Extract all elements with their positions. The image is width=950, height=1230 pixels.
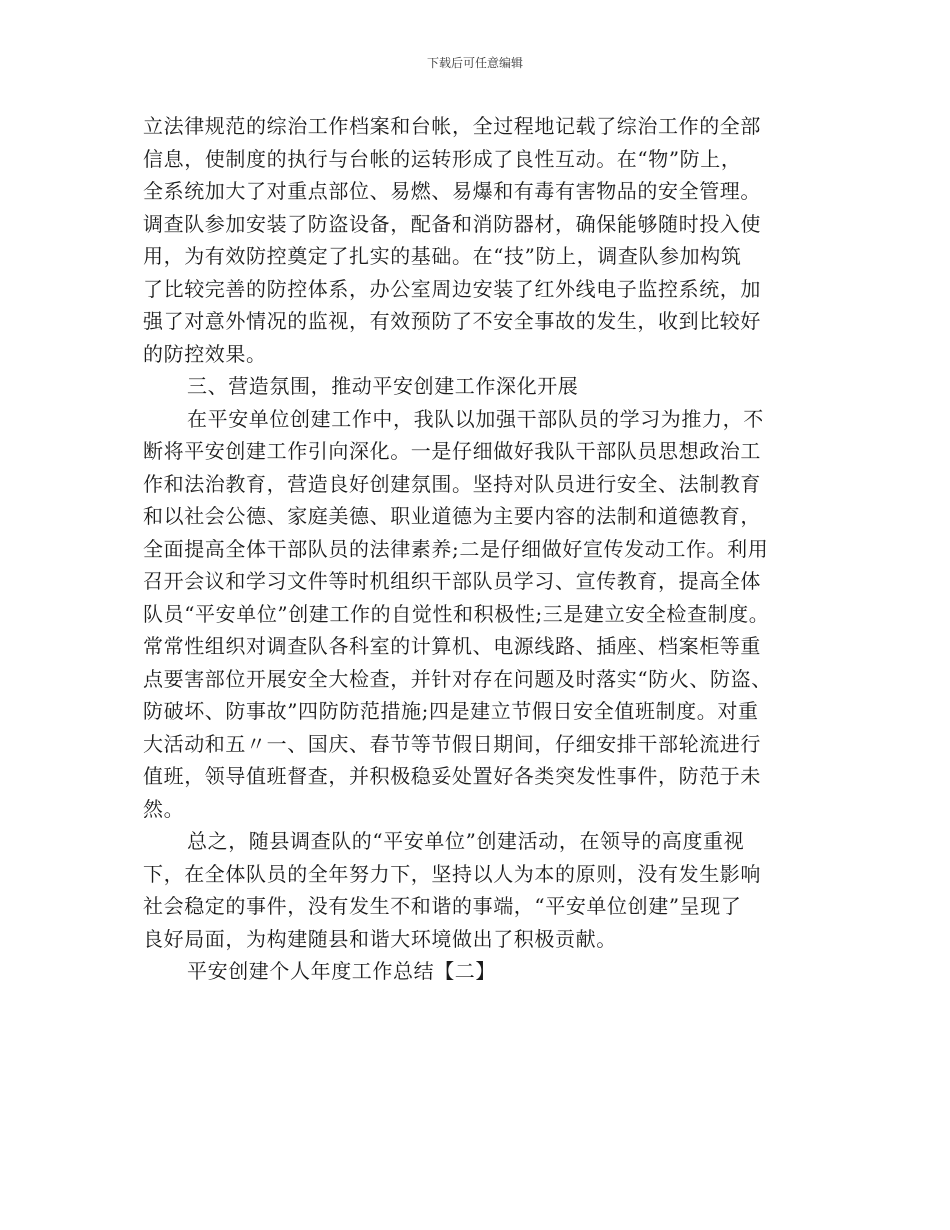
text-line: 总之，随县调查队的“平安单位”创建活动，在领导的高度重视 bbox=[187, 829, 745, 853]
text-line: 作和法治教育，营造良好创建氛围。坚持对队员进行安全、法制教育 bbox=[143, 471, 761, 496]
text-line: 然。 bbox=[143, 796, 185, 821]
text-line: 社会稳定的事件，没有发生不和谐的事端，“平安单位创建”呈现了 bbox=[143, 894, 742, 918]
text-line: 三、营造氛围，推动平安创建工作深化开展 bbox=[187, 374, 579, 398]
text-line: 平安创建个人年度工作总结【二】 bbox=[187, 959, 496, 983]
text-line: 防破坏、防事故”四防防范措施;四是建立节假日安全值班制度。对重 bbox=[143, 699, 759, 723]
text-line: 立法律规范的综治工作档案和台帐，全过程地记载了综治工作的全部 bbox=[143, 114, 761, 138]
text-line: 值班，领导值班督查，并积极稳妥处置好各类突发性事件，防范于未 bbox=[143, 764, 761, 788]
text-line: 在平安单位创建工作中，我队以加强干部队员的学习为推力，不 bbox=[187, 406, 764, 431]
text-line: 信息，使制度的执行与台帐的运转形成了良性互动。在“物”防上， bbox=[143, 146, 742, 171]
text-line: 大活动和五〃一、国庆、春节等节假日期间，仔细安排干部轮流进行 bbox=[143, 731, 761, 756]
text-line: 和以社会公德、家庭美德、职业道德为主要内容的法制和道德教育， bbox=[143, 504, 761, 528]
text-line: 下，在全体队员的全年努力下，坚持以人为本的原则，没有发生影响 bbox=[143, 861, 761, 886]
text-line: 队员“平安单位”创建工作的自觉性和积极性;三是建立安全检查制度。 bbox=[143, 601, 770, 626]
text-line: 调查队参加安装了防盗设备，配备和消防器材，确保能够随时投入使 bbox=[143, 211, 761, 236]
text-line: 了比较完善的防控体系，办公室周边安装了红外线电子监控系统，加 bbox=[143, 276, 761, 301]
text-line: 点要害部位开展安全大检查，并针对存在问题及时落实“防火、防盗、 bbox=[143, 666, 772, 691]
document-body bbox=[143, 110, 813, 988]
text-line: 全面提高全体干部队员的法律素养;二是仔细做好宣传发动工作。利用 bbox=[143, 536, 769, 561]
text-line: 的防控效果。 bbox=[143, 341, 267, 366]
text-line: 召开会议和学习文件等时机组织干部队员学习、宣传教育，提高全体 bbox=[143, 569, 761, 593]
text-line: 强了对意外情况的监视，有效预防了不安全事故的发生，收到比较好 bbox=[143, 309, 761, 333]
text-line: 用，为有效防控奠定了扎实的基础。在“技”防上，调查队参加构筑 bbox=[143, 244, 742, 268]
page-header: 下载后可任意编辑 bbox=[426, 56, 523, 70]
text-line: 良好局面，为构建随县和谐大环境做出了积极贡献。 bbox=[143, 926, 617, 951]
text-line: 全系统加大了对重点部位、易燃、易爆和有毒有害物品的安全管理。 bbox=[143, 179, 761, 203]
text-line: 断将平安创建工作引向深化。一是仔细做好我队干部队员思想政治工 bbox=[143, 439, 761, 463]
text-line: 常常性组织对调查队各科室的计算机、电源线路、插座、档案柜等重 bbox=[143, 634, 761, 658]
